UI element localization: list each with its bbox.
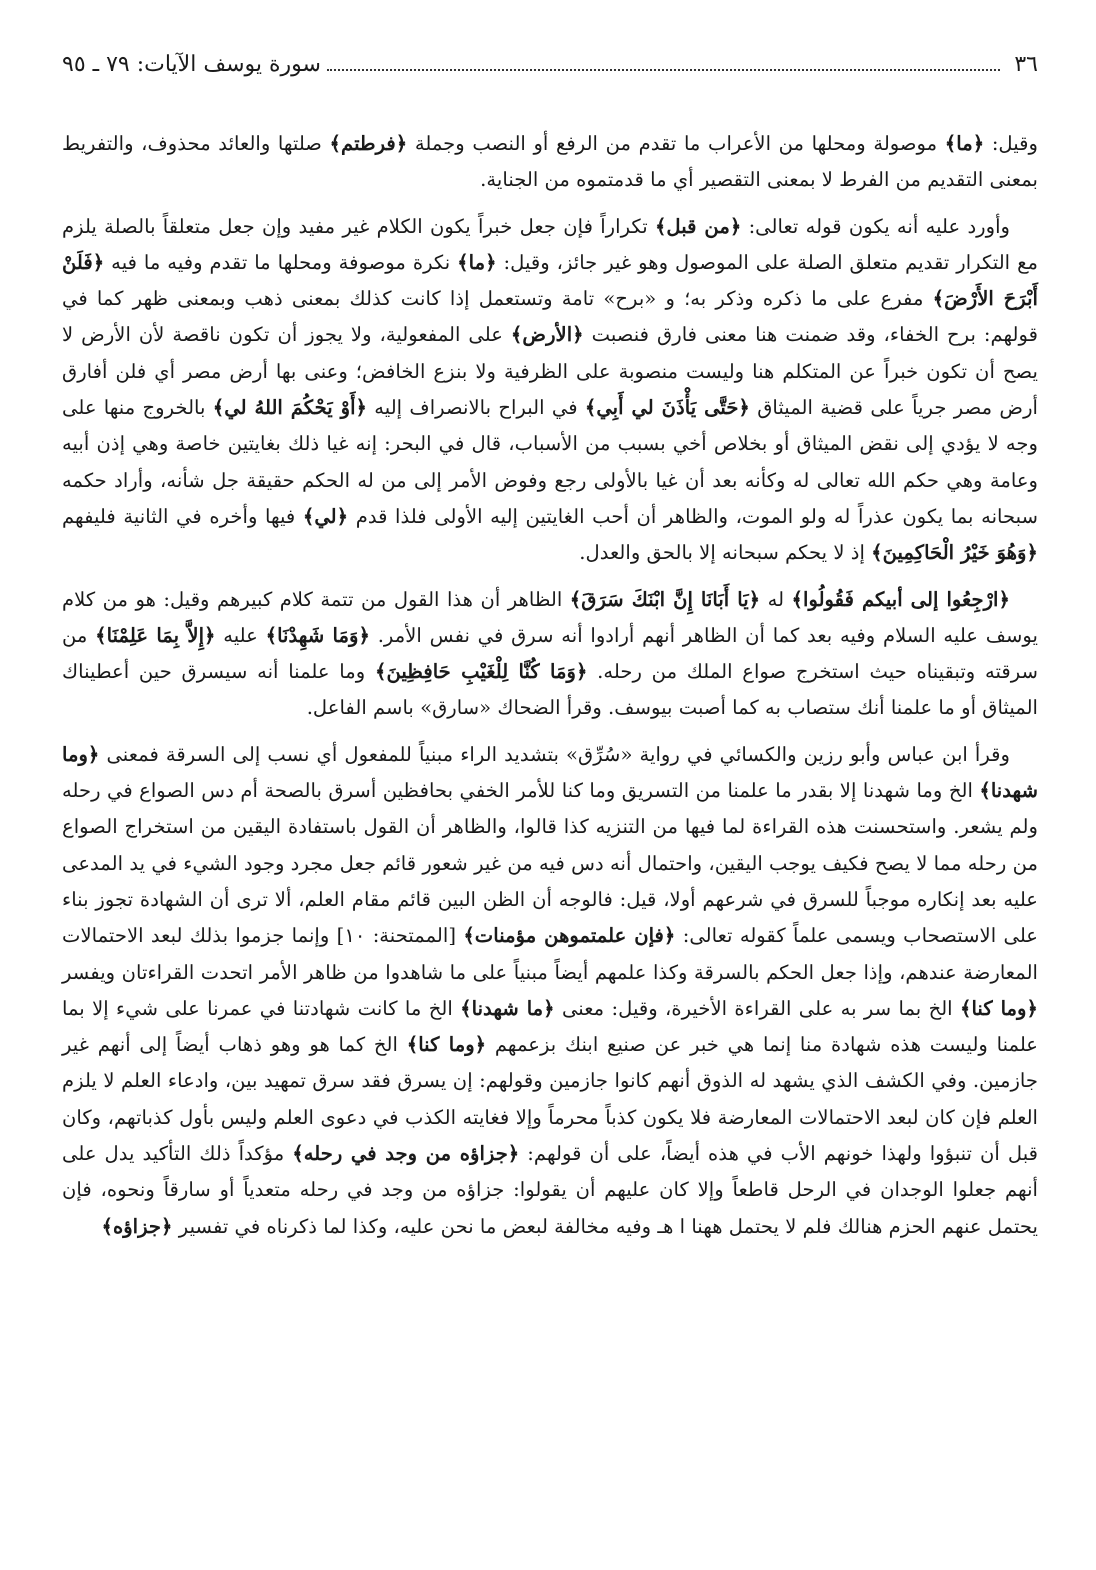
quran-quote: ﴿فَلَنْ أَبْرَحَ الأَرْضَ﴾ xyxy=(62,250,1038,311)
text-run: تكراراً فإن جعل خبراً يكون الكلام غير مفيد وإن جعل متعلقاً بالصلة يلزم مع التكرار تقديم متعلق الصلة على الموصول وهو غير جائز، وقيل: xyxy=(62,214,1038,274)
quran-quote: ﴿فرطتم﴾ xyxy=(329,132,408,155)
quran-quote: ﴿جزاؤه﴾ xyxy=(101,1214,173,1238)
text-run: الظاهر أن هذا القول من تتمة كلام كبيرهم وقيل: هو من كلام يوسف عليه السلام وفيه بعد كما أن الظاهر أنهم أرادوا أنه سرق في نفس الأمر. xyxy=(62,587,1038,647)
quran-quote: ﴿جزاؤه من وجد في رحله﴾ xyxy=(292,1142,520,1166)
text-run: [الممتحنة: ١٠] وإنما جزموا بذلك لبعد الاحتمالات المعارضة عندهم، وإذا جعل الحكم بالسرقة وكذا علمهم أيضاً مبنياً على ما شاهدوا من ظاهر الأمر اتحدت القراءتان ويفسر xyxy=(62,924,1038,984)
text-run: موصولة ومحلها من الأعراب ما تقدم من الرفع أو النصب وجملة xyxy=(407,132,945,155)
quran-quote: ﴿ما﴾ xyxy=(944,132,985,155)
text-run: عليه xyxy=(215,623,266,647)
text-run: الخ ما كانت شهادتنا في عمرنا على شيء إلا بما علمنا وليست هذه شهادة منا إنما هي خبر عن صنيع ابنك بزعمهم xyxy=(62,996,1038,1057)
quran-quote: ﴿حَتَّى يَأْذَنَ لي أَبِي﴾ xyxy=(584,396,750,420)
quran-quote: ﴿وَمَا كُنَّا لِلْغَيْبِ حَافِظِينَ﴾ xyxy=(374,660,588,684)
text-run: نكرة موصوفة ومحلها ما تقدم وفيه ما فيه xyxy=(104,250,458,274)
quran-quote: ﴿وَمَا شَهِدْنَا﴾ xyxy=(265,623,370,647)
quran-quote: ﴿ما شهدنا﴾ xyxy=(460,996,555,1020)
text-run: من سرقته وتبقيناه حيث استخرج صواع الملك من رحله. xyxy=(62,623,1038,684)
quran-quote: ﴿الأرض﴾ xyxy=(510,323,584,347)
quran-quote: ﴿وما كنا﴾ xyxy=(959,996,1038,1020)
text-run: وما علمنا أنه سيسرق حين أعطيناك الميثاق أو ما علمنا أنك ستصاب به كما أصبت بيوسف. وقرأ الضحاك «سارق» باسم الفاعل. xyxy=(62,660,1038,720)
quran-quote: ﴿أَوْ يَحْكُمَ اللهُ لي﴾ xyxy=(212,396,367,420)
page-number: ٣٦ xyxy=(1014,52,1038,77)
paragraph xyxy=(62,209,1038,572)
paragraph xyxy=(62,582,1038,727)
text-run: وقيل: xyxy=(984,132,1038,155)
text-run: في البراح بالانصراف إليه xyxy=(367,396,585,420)
quran-quote: ﴿وما شهدنا﴾ xyxy=(62,742,1038,803)
text-run: له xyxy=(760,587,792,611)
paragraph xyxy=(62,737,1038,1245)
quran-quote: ﴿يَا أَبَانَا إِنَّ ابْنَكَ سَرَقَ﴾ xyxy=(569,587,761,611)
quran-quote: ﴿ما﴾ xyxy=(457,250,497,274)
text-run: مؤكداً ذلك التأكيد يدل على أنهم جعلوا الوجدان في الرحل قاطعاً وإلا كان عليهم أن يقولوا: جزاؤه من وجد في رحله متعدياً أو سارقاً ونحوه، فإن يحتمل عنهم الحزم هنالك فلم لا يحتمل ههنا ا هـ وفيه مخالفة لبعض ما نحن عليه، وكذا لما ذكرناه في تفسير xyxy=(62,1142,1038,1238)
text-run: بالخروج منها على وجه لا يؤدي إلى نقض الميثاق أو بخلاص أخي بسبب من الأسباب، قال في البحر: إنه غيا ذلك بغايتين خاصة وهي إذن أبيه وعامة وهي حكم الله تعالى له وكأنه بعد أن غيا بالأولى رجع وفوض الأمر إلى من له الحكم حقيقة جل شأنه، وأراد حكمه سبحانه بما يكون عذراً له ولو الموت، والظاهر أن أحب الغايتين إليه الأولى فلذا قدم xyxy=(62,396,1038,528)
quran-quote: ﴿ارْجِعُوا إلى أبيكم فَقُولُوا﴾ xyxy=(791,587,1010,611)
page-body xyxy=(62,126,1038,1245)
quran-quote: ﴿إِلاَّ بِمَا عَلِمْنَا﴾ xyxy=(95,623,216,647)
quran-quote: ﴿من قبل﴾ xyxy=(654,214,742,238)
text-run: وقرأ ابن عباس وأبو رزين والكسائي في رواية «سُرِّق» بتشديد الراء مبنياً للمفعول أي نسب إلى السرقة فمعنى xyxy=(99,742,1010,766)
text-run: إذ لا يحكم سبحانه إلا بالحق والعدل. xyxy=(579,541,872,565)
text-run: فيها وأخره في الثانية فليفهم xyxy=(62,504,303,528)
page-header xyxy=(62,52,1038,102)
quran-quote: ﴿فإن علمتموهن مؤمنات﴾ xyxy=(463,924,676,948)
text-run: الخ كما هو وهو ذهاب أيضاً إلى أنهم غير جازمين. وفي الكشف الذي يشهد له الذوق أنهم كانوا جازمين وقولهم: إن يسرق فقد سرق تمهيد بين، وادعاء العلم لا يلزم العلم فإن كان لبعد الاحتمالات المعارضة فلا يكون كذباً محرماً وإلا فغايته الكذب في دعوى العلم وليس بأول كذباتهم، وكان قبل أن تنبؤوا ولهذا خونهم الأب في هذه أيضاً، على أن قولهم: xyxy=(62,1033,1038,1166)
text-run: صلتها والعائد محذوف، والتفريط بمعنى التقديم من الفرط لا بمعنى التقصير أي ما قدمتموه من الجناية. xyxy=(62,132,1038,192)
quran-quote: ﴿لي﴾ xyxy=(302,504,349,528)
text-run: مفرع على ما ذكره وذكر به؛ و «برح» تامة وتستعمل إذا كانت كذلك بمعنى ذهب وبمعنى ظهر كما في قولهم: برح الخفاء، وقد ضمنت هنا معنى فارق فنصبت xyxy=(62,287,1039,347)
header-dotted-leader xyxy=(327,68,1000,71)
text-run: على المفعولية، ولا يجوز أن تكون ناقصة لأن الأرض لا يصح أن تكون خبراً عن المتكلم هنا وليست منصوبة على الظرفية ولا بنزع الخافض؛ وعنى بها أرض مصر أي فلن أفارق أرض مصر جرياً على قضية الميثاق xyxy=(62,323,1038,420)
text-run: الخ وما شهدنا إلا بقدر ما علمنا من التسريق وما كنا للأمر الخفي بحافظين أسرق بالصحة أم دس الصواع في رحله ولم يشعر. واستحسنت هذه القراءة لما فيها من التنزيه كذا قالوا، والظاهر أن القول باستفادة اليقين من استخراج الصواع من رحله مما لا يصح فكيف يوجب اليقين، واحتمال أنه دس فيه من غير شعور قائم جعل مجرد وجود الشيء في يد المدعى عليه بعد إنكاره موجباً للسرق في شرعهم أولا، قيل: فالوجه أن الظن البين قائم مقام العلم، ألا ترى أن الشهادة تجوز بناء على الاستصحاب ويسمى علماً كقوله تعالى: xyxy=(62,779,1039,948)
quran-quote: ﴿وَهُوَ خَيْرُ الْحَاكِمِينَ﴾ xyxy=(871,541,1038,565)
text-run: الخ بما سر به على القراءة الأخيرة، وقيل: معنى xyxy=(554,996,960,1020)
quran-quote: ﴿وما كنا﴾ xyxy=(406,1033,487,1057)
running-title: سورة يوسف الآيات: ٧٩ ـ ٩٥ xyxy=(62,52,321,77)
text-run: وأورد عليه أنه يكون قوله تعالى: xyxy=(741,214,1011,238)
paragraph xyxy=(62,126,1038,199)
